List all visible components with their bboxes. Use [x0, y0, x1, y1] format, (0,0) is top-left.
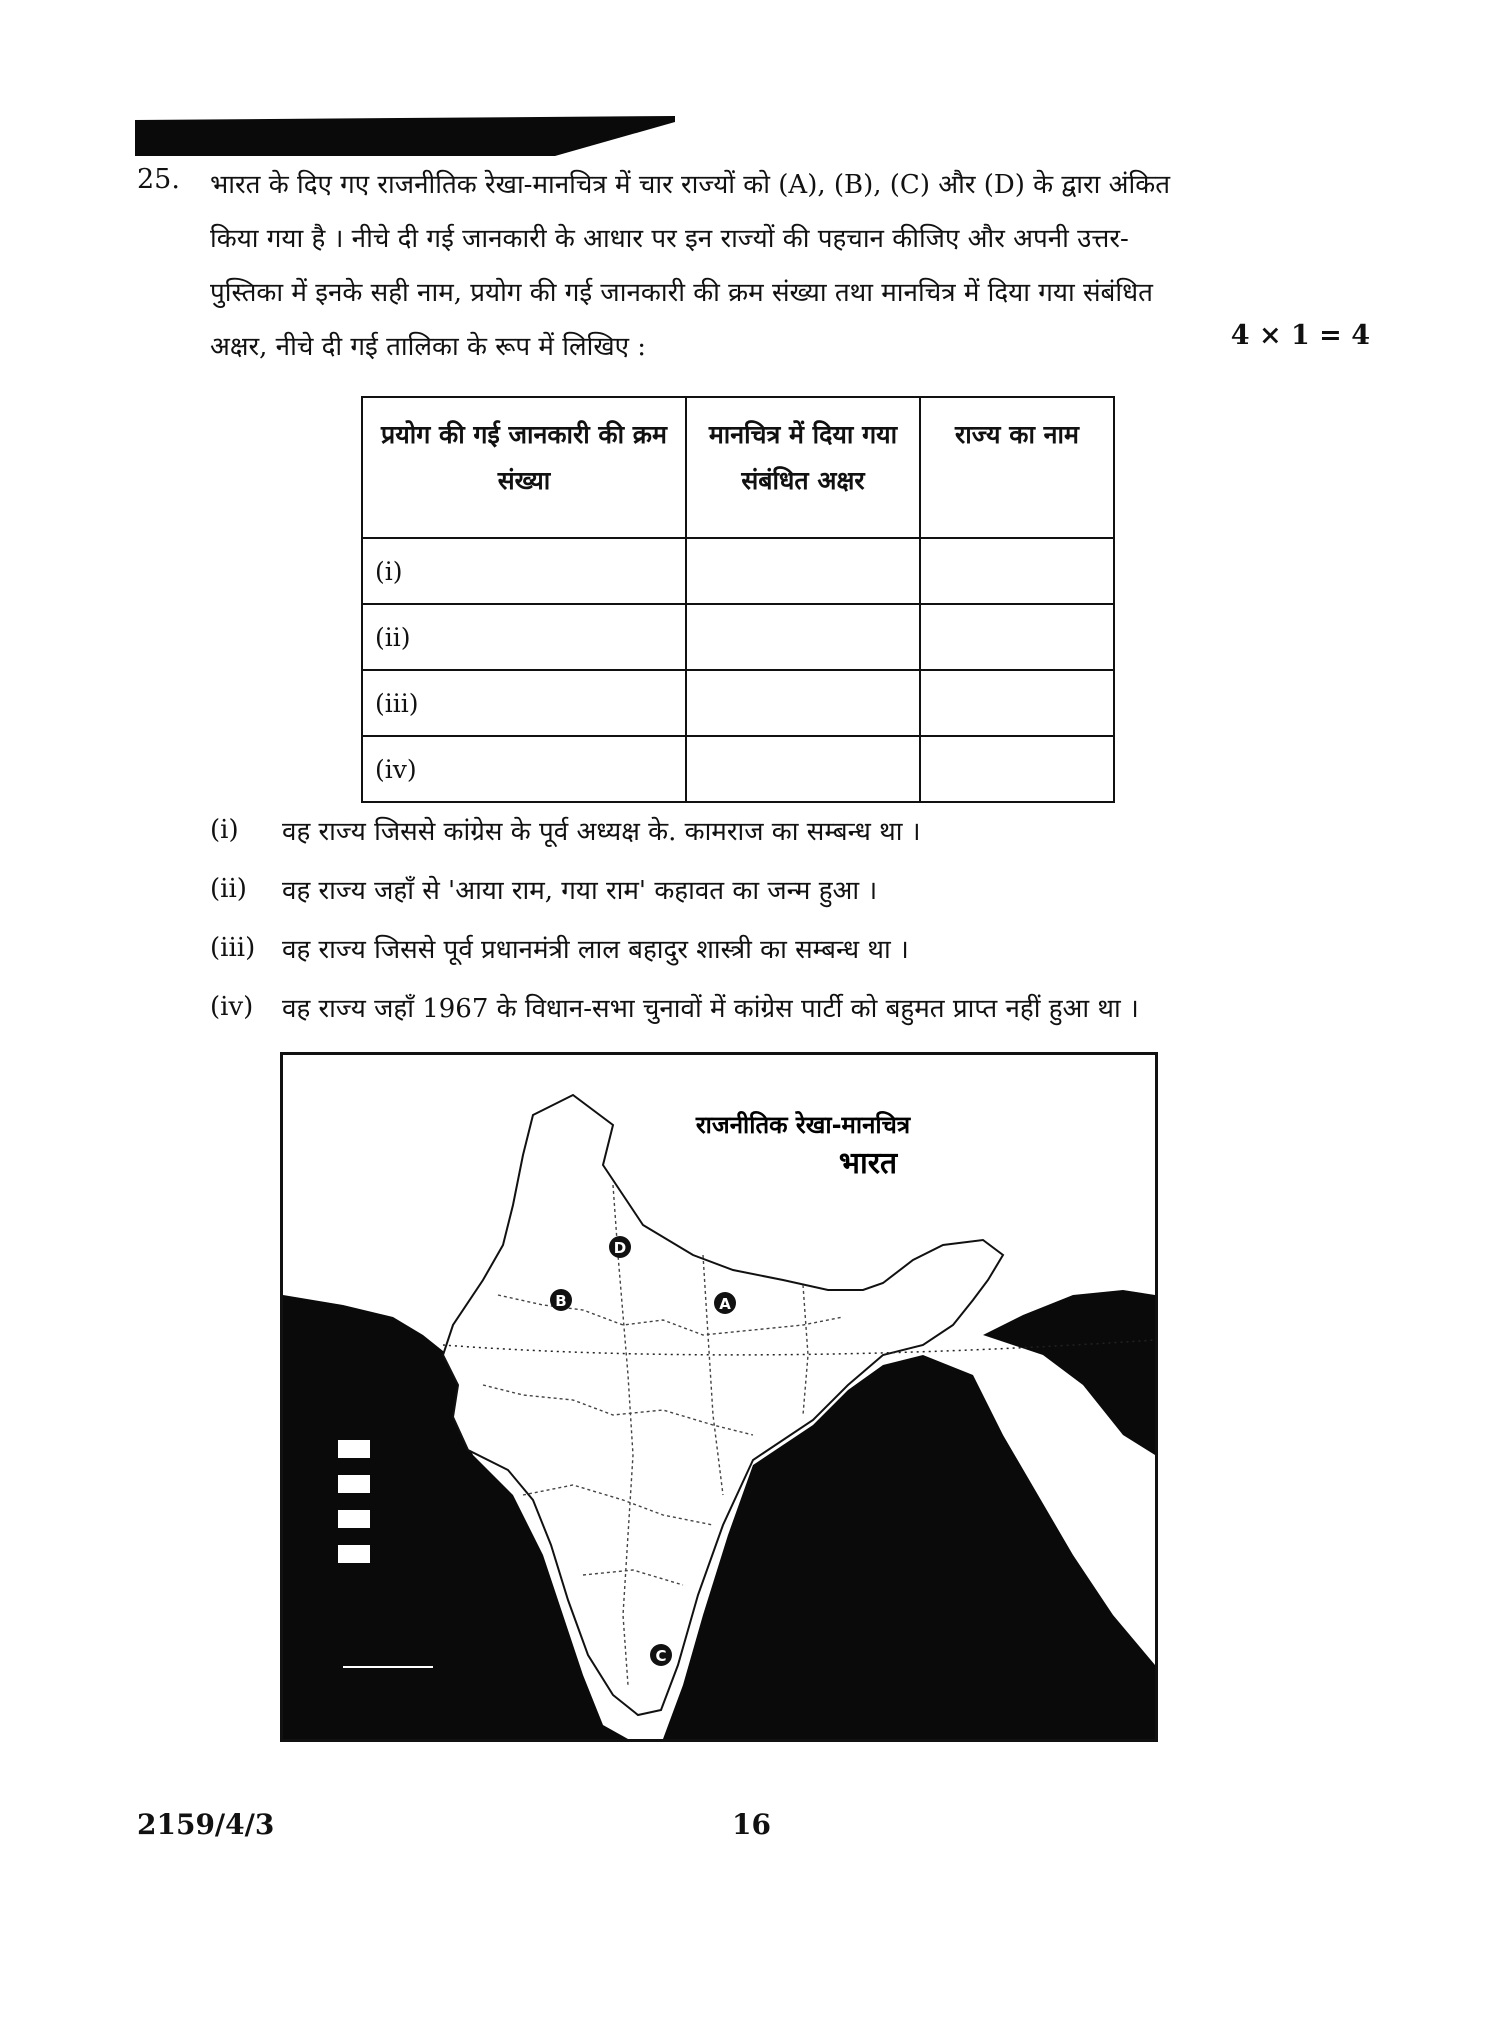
- map-subtitle: भारत: [838, 1146, 898, 1181]
- svg-text:B: B: [555, 1292, 567, 1310]
- table-header-row: [362, 397, 1114, 538]
- svg-text:D: D: [613, 1239, 627, 1257]
- table-row: [362, 604, 1114, 670]
- table-header-serial: प्रयोग की गई जानकारी की क्रम संख्या: [362, 397, 686, 538]
- question-text: [210, 158, 1370, 374]
- clue-text: वह राज्य जहाँ से 'आया राम, गया राम' कहावत का जन्म हुआ ।: [282, 875, 878, 906]
- table-row: [362, 670, 1114, 736]
- marker-b: [550, 1289, 572, 1311]
- table-cell-empty: [920, 604, 1114, 670]
- table-cell-empty: [920, 670, 1114, 736]
- india-political-map: [280, 1052, 1158, 1742]
- legend-box: [338, 1545, 370, 1563]
- table-cell-serial: (i): [362, 538, 686, 604]
- table-cell-empty: [686, 736, 920, 802]
- clue-item: [210, 800, 1139, 859]
- table-cell-empty: [686, 604, 920, 670]
- table-header-letter: मानचित्र में दिया गया संबंधित अक्षर: [686, 397, 920, 538]
- table-cell-serial: (ii): [362, 604, 686, 670]
- clue-text: वह राज्य जहाँ 1967 के विधान-सभा चुनावों में कांग्रेस पार्टी को बहुमत प्राप्त नहीं हुआ था ।: [282, 993, 1139, 1024]
- clue-number: (ii): [210, 873, 247, 904]
- table-cell-empty: [920, 538, 1114, 604]
- table-cell-serial: (iv): [362, 736, 686, 802]
- map-drawing: [283, 1055, 1155, 1739]
- legend-box: [338, 1475, 370, 1493]
- answer-table: [361, 396, 1115, 803]
- marks-label: 4 × 1 = 4: [1230, 320, 1370, 351]
- header-black-bar: [135, 116, 675, 156]
- question-line: पुस्तिका में इनके सही नाम, प्रयोग की गई जानकारी की क्रम संख्या तथा मानचित्र में दिया गया संबंधित: [210, 278, 1153, 308]
- paper-code: 2159/4/3: [137, 1808, 275, 1841]
- sea-region: [983, 1290, 1155, 1455]
- clue-number: (i): [210, 814, 239, 845]
- table-cell-serial: (iii): [362, 670, 686, 736]
- table-row: [362, 538, 1114, 604]
- clue-text: वह राज्य जिससे कांग्रेस के पूर्व अध्यक्ष के. कामराज का सम्बन्ध था ।: [282, 816, 921, 847]
- marker-a: [714, 1292, 736, 1314]
- question-line: अक्षर, नीचे दी गई तालिका के रूप में लिखिए :: [210, 332, 647, 362]
- marker-d: [609, 1236, 631, 1258]
- table-cell-empty: [920, 736, 1114, 802]
- svg-text:C: C: [655, 1647, 667, 1665]
- table-header-state: राज्य का नाम: [920, 397, 1114, 538]
- table-cell-empty: [686, 670, 920, 736]
- marker-c: [650, 1644, 672, 1666]
- legend-box: [338, 1510, 370, 1528]
- legend-box: [338, 1440, 370, 1458]
- question-number: 25.: [137, 164, 180, 195]
- question-line: किया गया है । नीचे दी गई जानकारी के आधार पर इन राज्यों की पहचान कीजिए और अपनी उत्तर-: [210, 224, 1129, 254]
- clue-item: [210, 977, 1139, 1036]
- table-row: [362, 736, 1114, 802]
- question-line: भारत के दिए गए राजनीतिक रेखा-मानचित्र में चार राज्यों को (A), (B), (C) और (D) के द्वारा अंकित: [210, 170, 1171, 200]
- clue-list: [210, 800, 1139, 1036]
- table-cell-empty: [686, 538, 920, 604]
- clue-number: (iv): [210, 991, 254, 1022]
- svg-text:A: A: [719, 1295, 731, 1313]
- map-title: राजनीतिक रेखा-मानचित्र: [695, 1111, 911, 1139]
- clue-number: (iii): [210, 932, 256, 963]
- clue-text: वह राज्य जिससे पूर्व प्रधानमंत्री लाल बहादुर शास्त्री का सम्बन्ध था ।: [282, 934, 909, 965]
- clue-item: [210, 918, 1139, 977]
- clue-item: [210, 859, 1139, 918]
- page-number: 16: [732, 1808, 771, 1841]
